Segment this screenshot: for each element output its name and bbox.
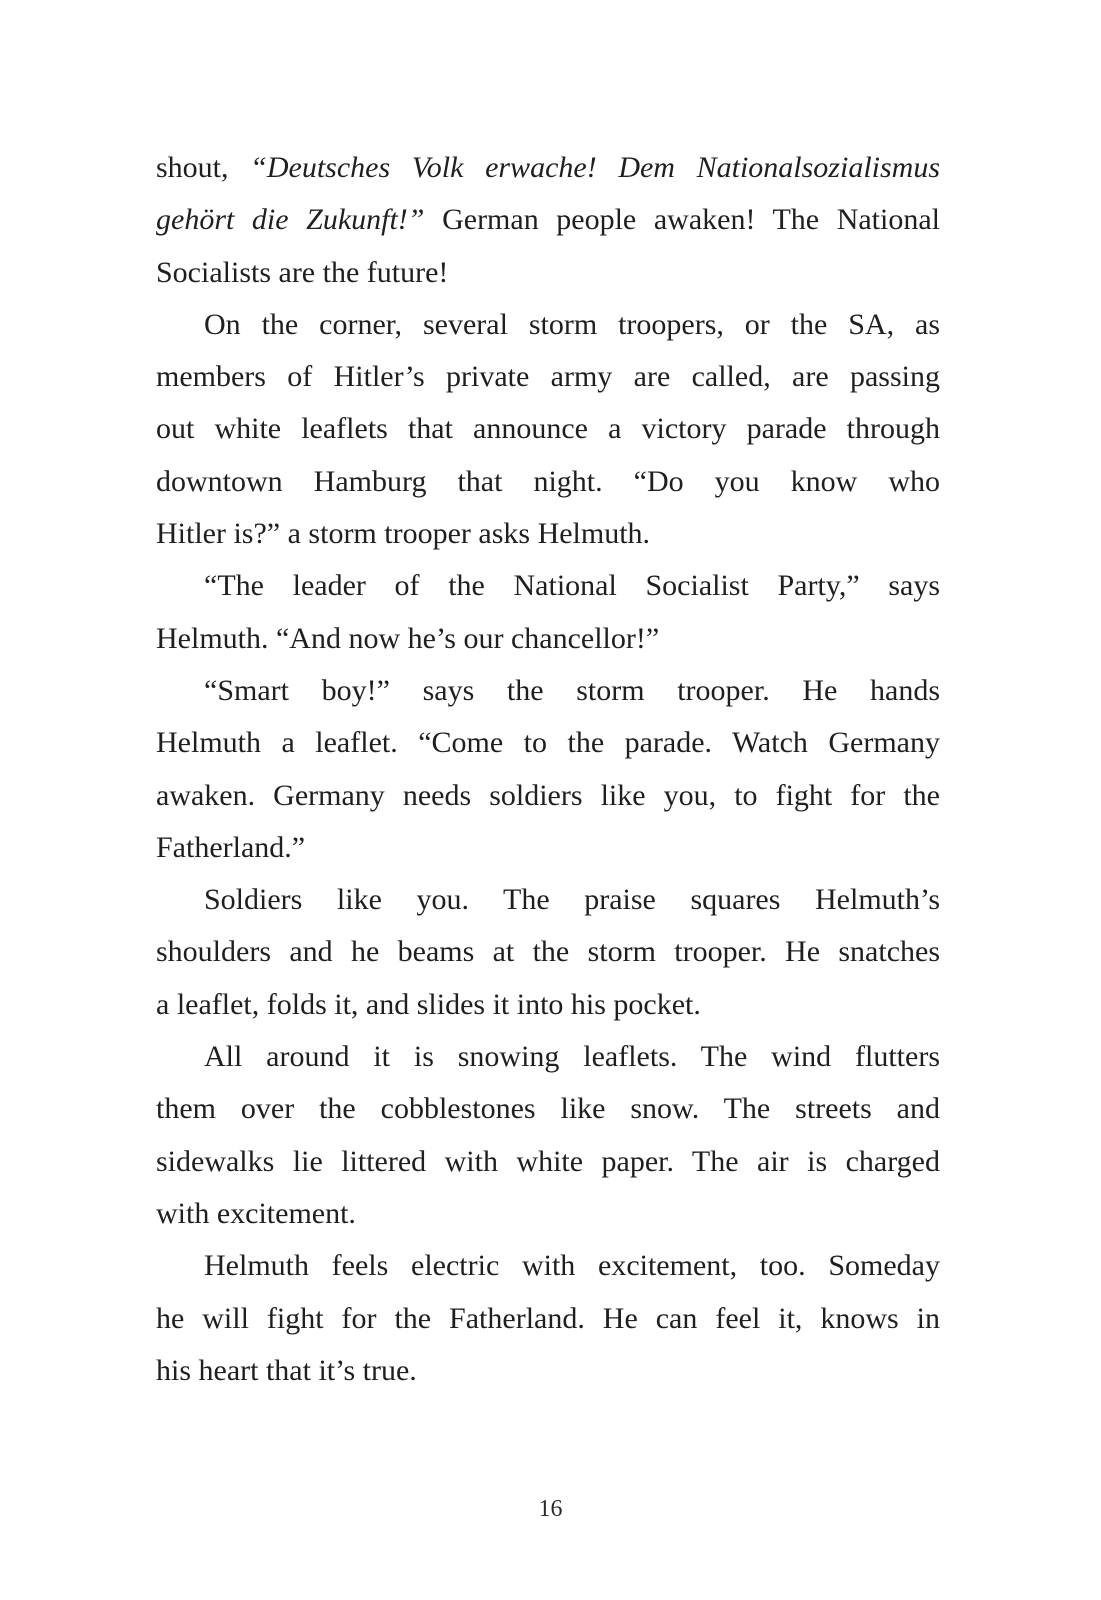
text-line xyxy=(156,1083,940,1135)
text-line xyxy=(156,299,940,351)
text-line xyxy=(156,717,940,769)
text-segment: them over the cobblestones like snow. The streets and xyxy=(156,1092,940,1126)
text-segment: On the corner, several storm troopers, or the SA, as xyxy=(204,307,940,341)
text-segment: he will fight for the Fatherland. He can feel it, knows in xyxy=(156,1301,940,1335)
text-line xyxy=(156,1031,940,1083)
text-segment: “Smart boy!” says the storm trooper. He hands xyxy=(204,673,940,707)
text-line xyxy=(156,1345,940,1397)
text-line xyxy=(156,456,940,508)
text-segment: sidewalks lie littered with white paper. The air is charged xyxy=(156,1144,940,1178)
text-line xyxy=(156,979,940,1031)
body-text xyxy=(156,142,940,1397)
italic-segment: “Deutsches Volk erwache! Dem Nationalsozialismus xyxy=(250,151,940,184)
text-segment: German people awaken! The National xyxy=(424,203,941,237)
text-line xyxy=(156,508,940,560)
text-segment: out white leaflets that announce a victory parade through xyxy=(156,412,940,446)
text-segment: awaken. Germany needs soldiers like you, to fight for the xyxy=(156,778,940,812)
text-line xyxy=(156,351,940,403)
text-line xyxy=(156,247,940,299)
page-number: 16 xyxy=(538,1496,563,1522)
text-segment: downtown Hamburg that night. “Do you know who xyxy=(156,464,940,498)
text-line xyxy=(156,194,940,246)
text-line xyxy=(156,1240,940,1292)
text-segment: Fatherland.” xyxy=(156,830,306,864)
text-segment: shout, xyxy=(156,151,251,184)
text-line xyxy=(156,403,940,455)
text-line xyxy=(156,822,940,874)
text-line xyxy=(156,1136,940,1188)
text-segment: shoulders and he beams at the storm trooper. He snatches xyxy=(156,935,940,969)
text-line xyxy=(156,926,940,978)
text-line xyxy=(156,1293,940,1345)
text-line xyxy=(156,142,940,194)
text-line xyxy=(156,613,940,665)
text-segment: Helmuth a leaflet. “Come to the parade. Watch Germany xyxy=(156,726,940,760)
text-line xyxy=(156,560,940,612)
text-segment: “The leader of the National Socialist Party,” says xyxy=(204,569,940,603)
text-segment: Soldiers like you. The praise squares Helmuth’s xyxy=(204,883,940,917)
text-segment: his heart that it’s true. xyxy=(156,1353,417,1387)
text-line xyxy=(156,770,940,822)
text-segment: Helmuth feels electric with excitement, too. Someday xyxy=(204,1249,940,1283)
text-line xyxy=(156,665,940,717)
text-line xyxy=(156,1188,940,1240)
text-segment: Helmuth. “And now he’s our chancellor!” xyxy=(156,621,660,655)
text-segment: Socialists are the future! xyxy=(156,255,449,289)
text-segment: a leaflet, folds it, and slides it into his pocket. xyxy=(156,987,701,1021)
text-segment: Hitler is?” a storm trooper asks Helmuth. xyxy=(156,517,651,551)
italic-segment: gehört die Zukunft!” xyxy=(156,203,425,237)
text-line xyxy=(156,874,940,926)
text-segment: All around it is snowing leaflets. The wind flutters xyxy=(204,1040,940,1074)
text-segment: with excitement. xyxy=(156,1196,356,1230)
text-segment: members of Hitler’s private army are called, are passing xyxy=(156,360,940,394)
